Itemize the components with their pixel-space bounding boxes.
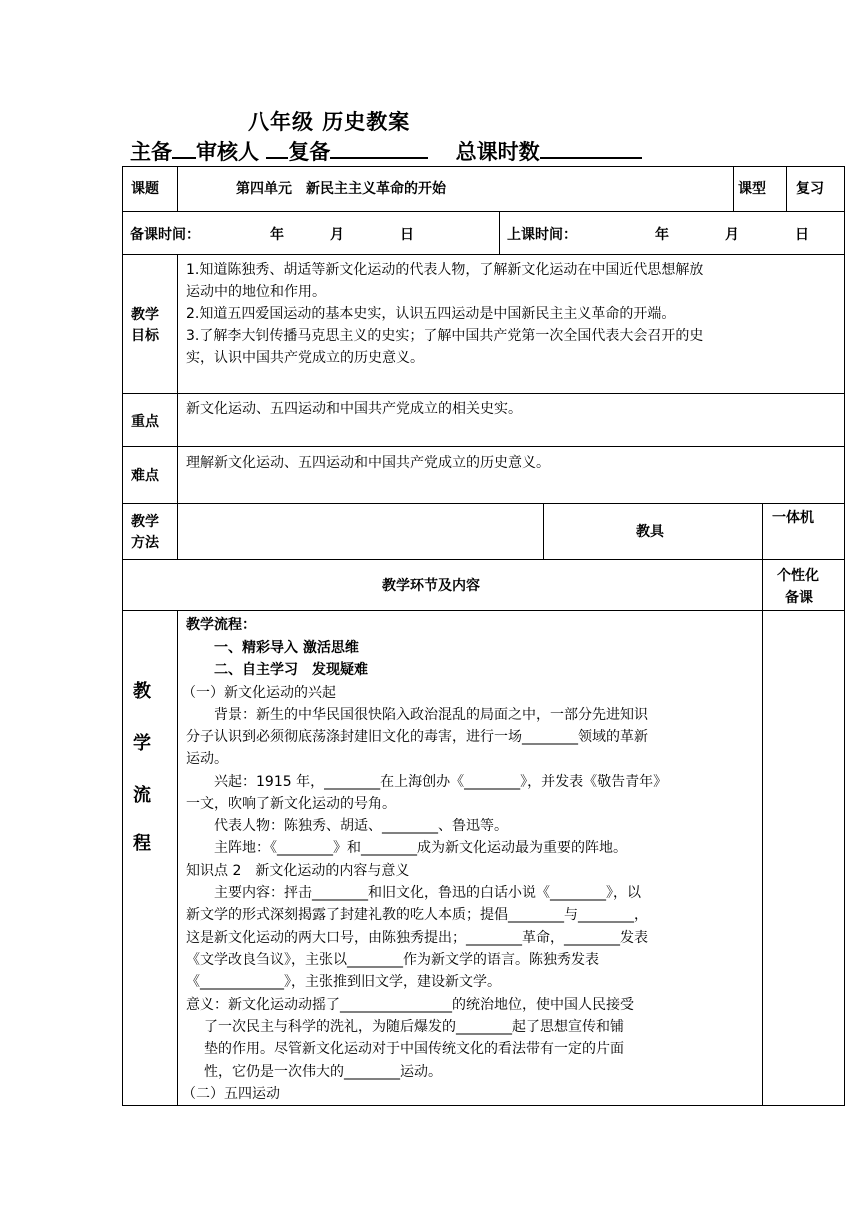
flow-line: 教学流程：	[186, 617, 256, 633]
tools-label: 教具	[636, 524, 664, 540]
prep-year: 年	[270, 227, 284, 243]
lesson-type-value: 复习	[796, 181, 824, 197]
class-time-label: 上课时间：	[507, 227, 577, 243]
flow-line: （一）新文化运动的兴起	[182, 685, 336, 701]
difficulty-text: 理解新文化运动、五四运动和中国共产党成立的历史意义。	[186, 455, 550, 471]
flow-line: 代表人物：陈独秀、胡适、________、鲁迅等。	[214, 818, 508, 834]
flow-line: 《文学改良刍议》，主张以________作为新文学的语言。陈独秀发表	[186, 952, 599, 968]
goals-label-2: 目标	[131, 328, 159, 344]
flow-line: 二、自主学习 发现疑难	[214, 662, 368, 678]
flow-line: 分子认识到必须彻底荡涤封建旧文化的毒害，进行一场________领域的革新	[186, 729, 648, 745]
flow-line: 一文，吹响了新文化运动的号角。	[186, 796, 396, 812]
flow-line: 兴起：1915 年，________在上海创办《________》，并发表《敬告青年》	[214, 774, 668, 790]
hours-blank	[540, 137, 642, 159]
goals-label-1: 教学	[131, 307, 159, 323]
method-label-1: 教学	[131, 514, 159, 530]
goal-line: 3.了解李大钊传播马克思主义的史实；了解中国共产党第一次全国代表大会召开的史	[186, 328, 704, 344]
flow-label-char: 程	[133, 833, 151, 854]
subtitle-copy-label: 复备	[288, 140, 331, 164]
flow-label-char: 流	[133, 785, 151, 806]
subtitle-hours-label: 总课时数	[455, 140, 540, 164]
prep-month: 月	[330, 227, 344, 243]
flow-line: 《____________》，主张推到旧文学，建设新文学。	[186, 974, 501, 990]
page-title: 八年级 历史教案	[248, 110, 411, 134]
flow-line: 背景：新生的中华民国很快陷入政治混乱的局面之中，一部分先进知识	[214, 707, 648, 723]
flow-line: （二）五四运动	[182, 1086, 280, 1102]
flow-line: 意义：新文化运动动摇了________________的统治地位，使中国人民接受	[186, 997, 634, 1013]
flow-label-char: 学	[133, 733, 151, 754]
lesson-type-label: 课型	[738, 181, 766, 197]
goal-line: 2.知道五四爱国运动的基本史实，认识五四运动是中国新民主主义革命的开端。	[186, 306, 676, 322]
topic-value: 第四单元 新民主主义革命的开始	[236, 181, 446, 197]
subtitle-reviewer-label: 审核人	[196, 140, 259, 164]
copy-blank	[330, 137, 428, 159]
goal-line: 运动中的地位和作用。	[186, 284, 326, 300]
main-blank	[172, 137, 196, 159]
reviewer-blank	[266, 137, 288, 159]
flow-line: 主要内容：抨击________和旧文化，鲁迅的白话小说《________》，以	[214, 885, 641, 901]
class-day: 日	[795, 227, 809, 243]
personal-prep-header-2: 备课	[785, 590, 813, 606]
flow-line: 了一次民主与科学的洗礼，为随后爆发的________起了思想宣传和铺	[204, 1019, 624, 1035]
goal-line: 实，认识中国共产党成立的历史意义。	[186, 350, 424, 366]
difficulty-label: 难点	[131, 468, 159, 484]
method-label-2: 方法	[131, 535, 159, 551]
flow-line: 新文学的形式深刻揭露了封建礼教的吃人本质；提倡________与________，	[186, 907, 648, 923]
class-year: 年	[655, 227, 669, 243]
flow-line: 主阵地：《________》和________成为新文化运动最为重要的阵地。	[214, 840, 627, 856]
flow-line: 性，它仍是一次伟大的________运动。	[204, 1064, 442, 1080]
subtitle-line	[130, 136, 642, 166]
flow-label-char: 教	[133, 681, 151, 702]
personal-prep-header-1: 个性化	[777, 568, 819, 584]
content-header: 教学环节及内容	[382, 578, 480, 594]
flow-line: 垫的作用。尽管新文化运动对于中国传统文化的看法带有一定的片面	[204, 1041, 624, 1057]
flow-line: 一、精彩导入 激活思维	[214, 640, 359, 656]
goal-line: 1.知道陈独秀、胡适等新文化运动的代表人物，了解新文化运动在中国近代思想解放	[186, 262, 704, 278]
flow-line: 知识点 2 新文化运动的内容与意义	[186, 863, 410, 879]
class-month: 月	[725, 227, 739, 243]
key-point-text: 新文化运动、五四运动和中国共产党成立的相关史实。	[186, 401, 522, 417]
prep-time-label: 备课时间：	[130, 227, 200, 243]
flow-line: 运动。	[186, 751, 228, 767]
topic-label: 课题	[131, 181, 159, 197]
prep-day: 日	[400, 227, 414, 243]
flow-line: 这是新文化运动的两大口号，由陈独秀提出；________革命，________发表	[186, 930, 648, 946]
tools-value: 一体机	[772, 510, 814, 526]
key-point-label: 重点	[131, 414, 159, 430]
subtitle-main-label: 主备	[130, 140, 172, 164]
